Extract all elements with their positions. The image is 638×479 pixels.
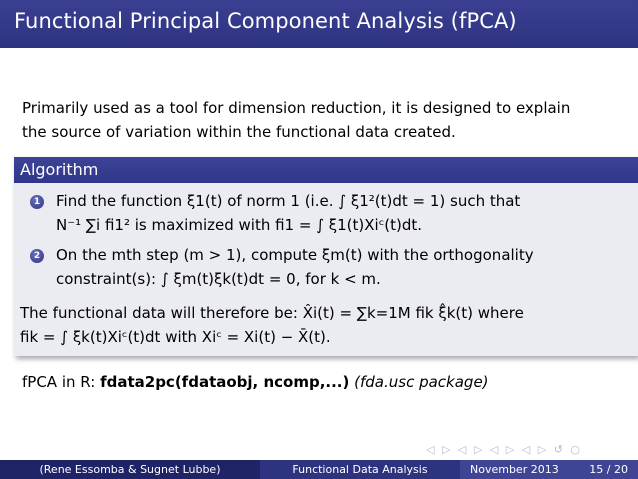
footer-bar (0, 460, 638, 479)
nav-search-icon[interactable]: ↺ ○ (553, 443, 582, 456)
nav-next-section-icon[interactable]: ◁ ▷ (521, 443, 549, 456)
step-1-line-2: N⁻¹ ∑i fi1² is maximized with fi1 = ∫ ξ1(t)Xiᶜ(t)dt. (56, 216, 423, 234)
step-2-line-1: On the mth step (m > 1), compute ξm(t) with the orthogonality (56, 246, 534, 264)
fpca-code: fdata2pc(fdataobj, ncomp,...) (100, 373, 350, 391)
conclusion-line-1: The functional data will therefore be: X̂i(t) = ∑k=1M fik ξ̂k(t) where (20, 304, 524, 322)
algorithm-block-title: Algorithm (14, 157, 638, 183)
navigation-icons (426, 443, 582, 456)
slide-title: Functional Principal Component Analysis (fPCA) (14, 9, 517, 33)
nav-prev-section-icon[interactable]: ◁ ▷ (489, 443, 517, 456)
conclusion-line-2: fik = ∫ ξk(t)Xiᶜ(t)dt with Xiᶜ = Xi(t) − X̄(t). (20, 328, 331, 346)
nav-prev-frame-icon[interactable]: ◁ ▷ (426, 443, 453, 456)
fpca-r-line (22, 373, 489, 391)
footer-right (460, 460, 638, 479)
step-1-number: 1 (30, 195, 44, 209)
intro-line-1: Primarily used as a tool for dimension reduction, it is designed to explain (22, 99, 571, 117)
footer-authors: (Rene Essomba & Sugnet Lubbe) (0, 460, 260, 479)
fpca-prefix: fPCA in R: (22, 373, 96, 391)
title-bar (0, 0, 638, 48)
nav-next-frame-icon[interactable]: ◁ ▷ (457, 443, 485, 456)
step-2-line-2: constraint(s): ∫ ξm(t)ξk(t)dt = 0, for k < m. (56, 270, 381, 288)
step-1-line-1: Find the function ξ1(t) of norm 1 (i.e. ∫ ξ1²(t)dt = 1) such that (56, 192, 521, 210)
footer-talk-title: Functional Data Analysis (260, 460, 460, 479)
algorithm-block (14, 157, 638, 356)
fpca-package: (fda.usc package) (354, 373, 489, 391)
step-2-number: 2 (30, 249, 44, 263)
intro-line-2: the source of variation within the functional data created. (22, 123, 456, 141)
footer-page: 15 / 20 (589, 463, 628, 476)
footer-date: November 2013 (470, 463, 559, 476)
intro-text (22, 96, 622, 144)
